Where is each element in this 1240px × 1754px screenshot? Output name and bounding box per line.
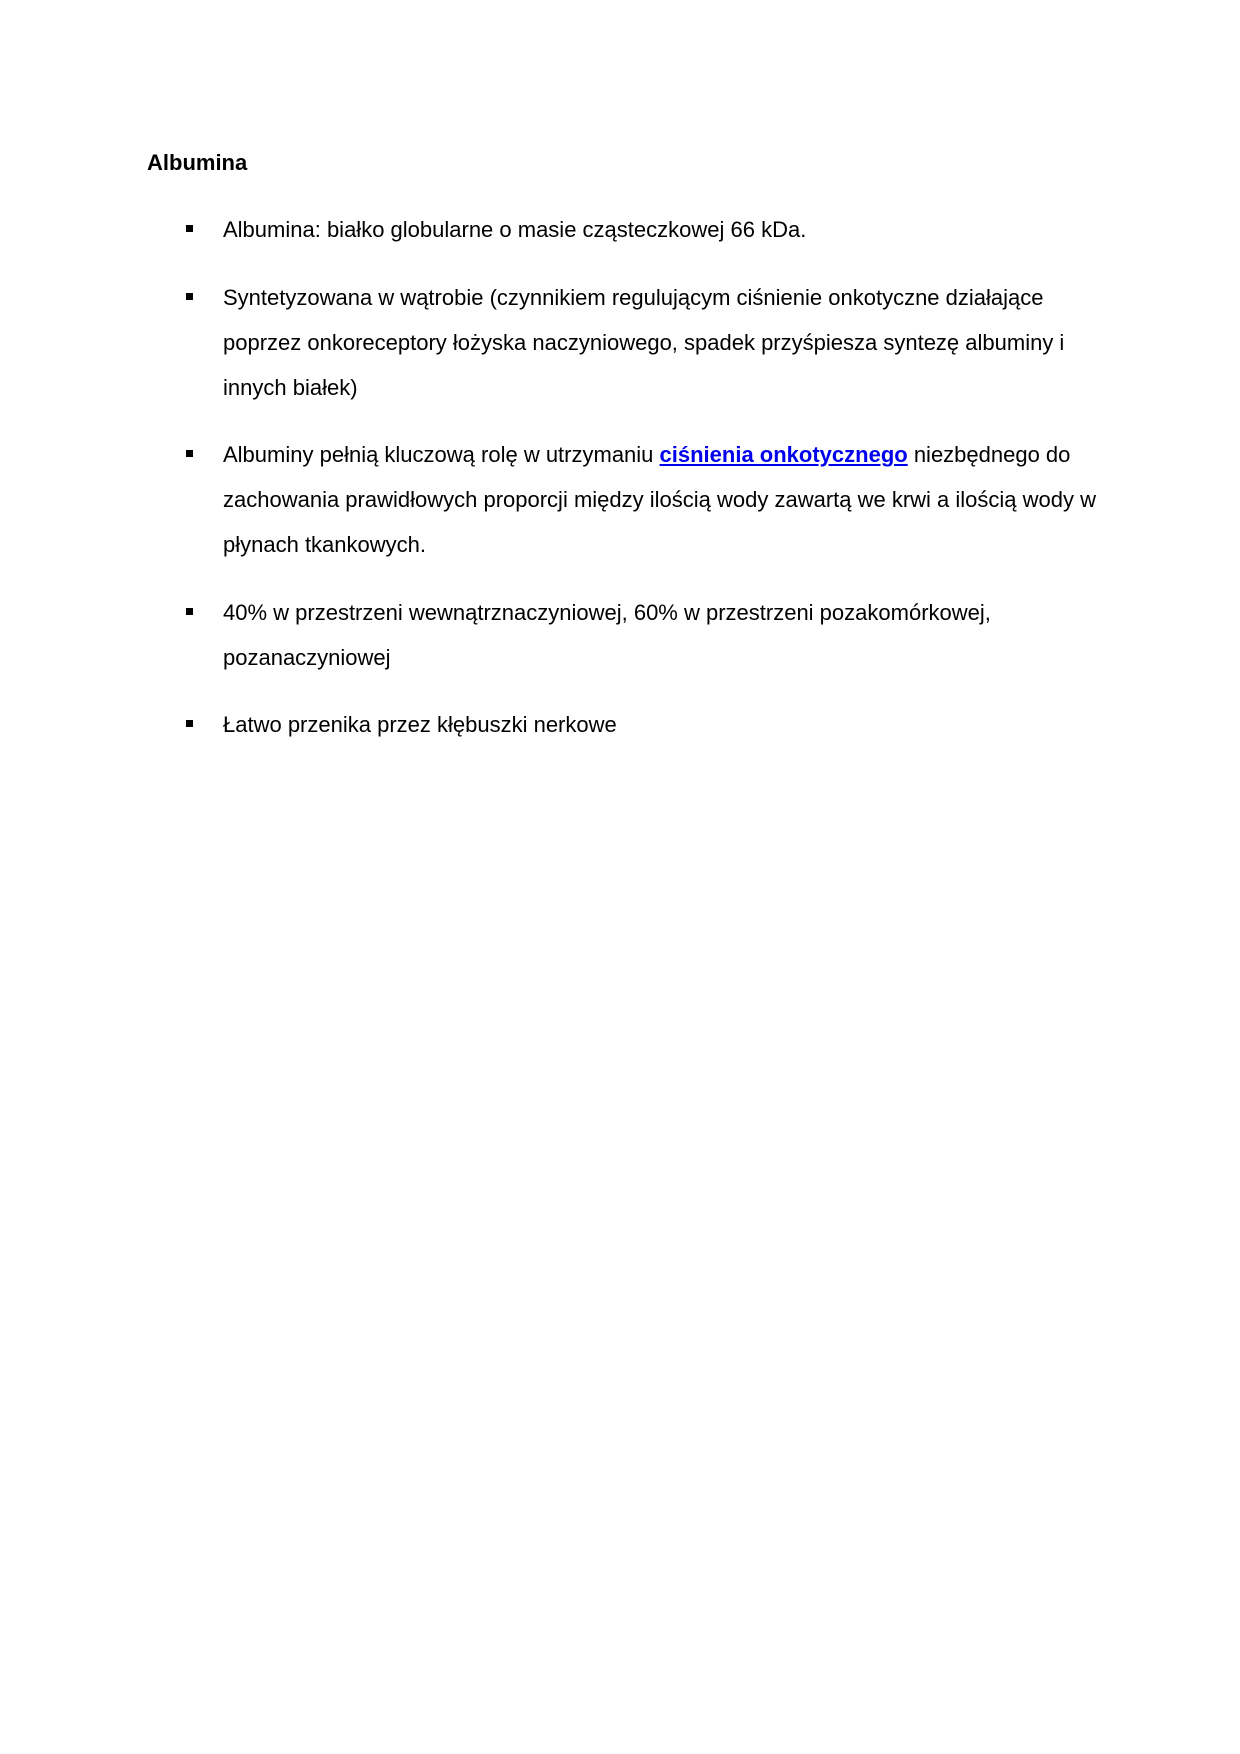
square-bullet-icon (186, 450, 193, 457)
square-bullet-icon (186, 293, 193, 300)
square-bullet-icon (186, 225, 193, 232)
list-item-text: Albumina: białko globularne o masie cząsteczkowej 66 kDa. (223, 217, 807, 242)
link-cisnienie-onkotyczne[interactable]: ciśnienia onkotycznego (659, 442, 908, 467)
list-item-text: 40% w przestrzeni wewnątrznaczyniowej, 60% w przestrzeni pozakomórkowej, pozanaczyniowej (223, 600, 991, 670)
square-bullet-icon (186, 720, 193, 727)
list-item-text: Syntetyzowana w wątrobie (czynnikiem regulującym ciśnienie onkotyczne działające poprzez onkoreceptory łożyska naczyniowego, spadek przyśpiesza syntezę albuminy i innych białek) (223, 285, 1065, 400)
list-item-text: Łatwo przenika przez kłębuszki nerkowe (223, 712, 617, 737)
square-bullet-icon (186, 608, 193, 615)
list-item-text (223, 432, 1103, 567)
list-item-text-before-link: Albuminy pełnią kluczową rolę w utrzymaniu (223, 442, 660, 467)
list-item-text-after-link: niezbędnego do zachowania prawidłowych proporcji między ilością wody zawartą we krwi a ilością wody w płynach tkankowych. (223, 442, 1097, 557)
document-title: Albumina (147, 150, 248, 175)
